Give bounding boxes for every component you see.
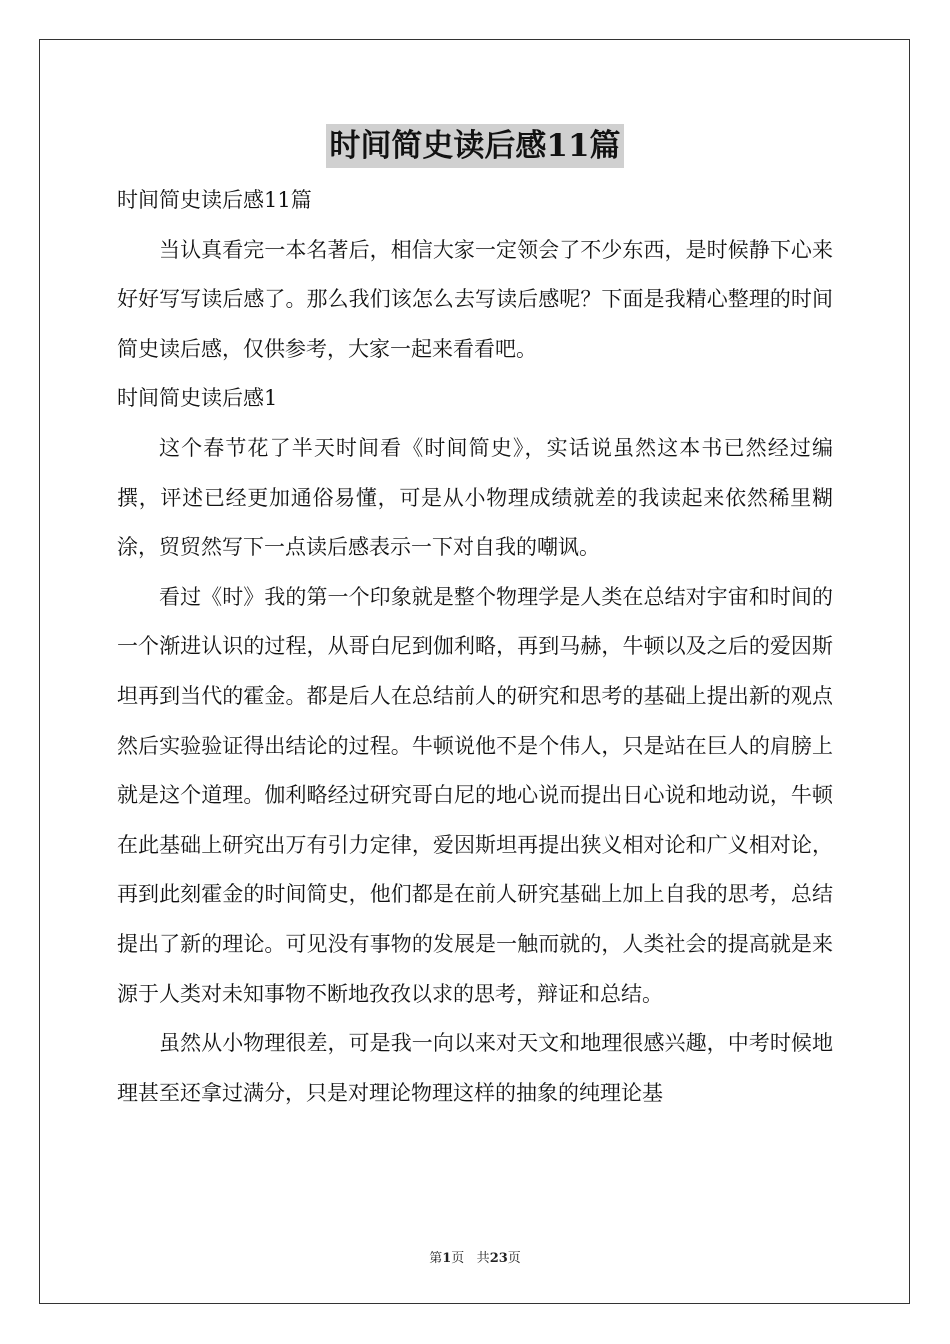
page-footer <box>0 1247 950 1266</box>
total-prefix: 共 <box>476 1251 490 1266</box>
page-number: 1 <box>442 1251 452 1266</box>
body-paragraph-1: 这个春节花了半天时间看《时间简史》，实话说虽然这本书已然经过编撰，评述已经更加通俗易懂，可是从小物理成绩就差的我读起来依然稀里糊涂，贸贸然写下一点读后感表示一下对自我的嘲讽。 <box>117 435 833 560</box>
body-paragraph-3: 虽然从小物理很差，可是我一向以来对天文和地理很感兴趣，中考时候地理甚至还拿过满分，只是对理论物理这样的抽象的纯理论基 <box>117 1031 833 1105</box>
total-suffix: 页 <box>507 1251 521 1266</box>
title-container <box>0 124 950 168</box>
page-suffix: 页 <box>451 1251 465 1266</box>
page-prefix: 第 <box>429 1251 443 1266</box>
section-heading: 时间简史读后感1 <box>117 386 278 411</box>
document-body <box>117 176 833 1118</box>
total-pages: 23 <box>489 1251 508 1266</box>
document-title: 时间简史读后感11篇 <box>326 124 623 168</box>
body-paragraph-2: 看过《时》我的第一个印象就是整个物理学是人类在总结对宇宙和时间的一个渐进认识的过程，从哥白尼到伽利略，再到马赫，牛顿以及之后的爱因斯坦再到当代的霍金。都是后人在总结前人的研究和思考的基础上提出新的观点然后实验验证得出结论的过程。牛顿说他不是个伟人，只是站在巨人的肩膀上就是这个道理。伽利略经过研究哥白尼的地心说而提出日心说和地动说，牛顿在此基础上研究出万有引力定律，爱因斯坦再提出狭义相对论和广义相对论，再到此刻霍金的时间简史，他们都是在前人研究基础上加上自我的思考，总结提出了新的理论。可见没有事物的发展是一触而就的，人类社会的提高就是来源于人类对未知事物不断地孜孜以求的思考，辩证和总结。 <box>117 584 833 1006</box>
document-subtitle: 时间简史读后感11篇 <box>117 188 312 212</box>
intro-paragraph: 当认真看完一本名著后，相信大家一定领会了不少东西，是时候静下心来好好写写读后感了。那么我们该怎么去写读后感呢？下面是我精心整理的时间简史读后感，仅供参考，大家一起来看看吧。 <box>117 237 833 361</box>
